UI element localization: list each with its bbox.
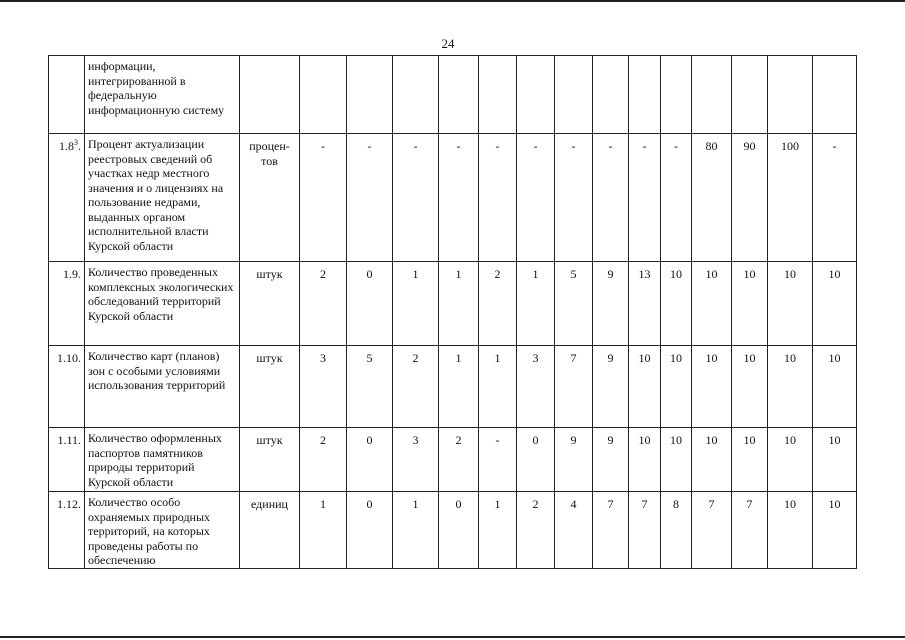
value-cell: 7 (593, 492, 629, 569)
value-cell: 7 (732, 492, 768, 569)
value-cell (768, 56, 813, 134)
value-cell: 10 (692, 428, 732, 492)
table-row (49, 428, 857, 492)
value-cell: 9 (593, 428, 629, 492)
row-index (49, 492, 85, 569)
value-cell: 5 (555, 262, 593, 346)
value-cell: 1 (479, 346, 517, 428)
value-cell: 10 (732, 346, 768, 428)
unit-of-measure: штук (240, 428, 300, 492)
value-cell: 2 (393, 346, 439, 428)
value-cell: 1 (439, 346, 479, 428)
value-cell: 7 (692, 492, 732, 569)
value-cell: 7 (555, 346, 593, 428)
value-cell (347, 56, 393, 134)
row-index-text: 1.12. (57, 497, 81, 511)
table-row (49, 492, 857, 569)
value-cell: - (629, 134, 661, 262)
value-cell (517, 56, 555, 134)
value-cell: 0 (347, 262, 393, 346)
value-cell: 80 (692, 134, 732, 262)
value-cell: 90 (732, 134, 768, 262)
scan-top-edge (0, 0, 905, 2)
indicator-name: Количество проведенных комплексных экологических обследований территорий Курской области (85, 262, 240, 346)
value-cell: - (517, 134, 555, 262)
value-cell: 1 (517, 262, 555, 346)
value-cell: 8 (661, 492, 692, 569)
value-cell: 10 (813, 428, 857, 492)
value-cell: 0 (517, 428, 555, 492)
value-cell: 9 (593, 262, 629, 346)
scan-bottom-edge (0, 636, 905, 638)
unit-of-measure (240, 56, 300, 134)
value-cell: - (593, 134, 629, 262)
value-cell: 0 (347, 428, 393, 492)
unit-of-measure: единиц (240, 492, 300, 569)
value-cell: 9 (555, 428, 593, 492)
value-cell: 3 (393, 428, 439, 492)
value-cell: 10 (629, 346, 661, 428)
value-cell: 10 (768, 346, 813, 428)
table-row (49, 56, 857, 134)
indicator-table (48, 55, 857, 569)
indicator-name: Количество особо охраняемых природных территорий, на которых проведены работы по обеспечению (85, 492, 240, 569)
value-cell: 1 (439, 262, 479, 346)
value-cell: 10 (732, 262, 768, 346)
value-cell: - (661, 134, 692, 262)
value-cell: 2 (300, 262, 347, 346)
row-index (49, 262, 85, 346)
row-index-text: 1.9. (63, 267, 81, 281)
value-cell: 10 (768, 262, 813, 346)
value-cell: - (439, 134, 479, 262)
value-cell: 4 (555, 492, 593, 569)
value-cell: - (300, 134, 347, 262)
value-cell: - (813, 134, 857, 262)
row-index (49, 346, 85, 428)
table-row (49, 262, 857, 346)
value-cell (300, 56, 347, 134)
row-index-text: 1.11. (57, 433, 81, 447)
value-cell (555, 56, 593, 134)
indicator-name: Количество оформленных паспортов памятников природы территорий Курской области (85, 428, 240, 492)
value-cell: 10 (661, 346, 692, 428)
unit-of-measure: штук (240, 346, 300, 428)
indicator-name: информации, интегрированной в федеральную информационную систему (85, 56, 240, 134)
value-cell (439, 56, 479, 134)
value-cell (813, 56, 857, 134)
row-index-superscript: 3 (74, 138, 78, 147)
value-cell: - (555, 134, 593, 262)
value-cell: 10 (661, 428, 692, 492)
row-index (49, 134, 85, 262)
value-cell: 10 (692, 346, 732, 428)
value-cell (629, 56, 661, 134)
value-cell: 100 (768, 134, 813, 262)
unit-of-measure: процен-тов (240, 134, 300, 262)
table-row (49, 346, 857, 428)
unit-of-measure: штук (240, 262, 300, 346)
value-cell (479, 56, 517, 134)
value-cell: 2 (517, 492, 555, 569)
value-cell: 1 (393, 262, 439, 346)
value-cell: 10 (692, 262, 732, 346)
value-cell: 10 (768, 428, 813, 492)
value-cell: 10 (732, 428, 768, 492)
value-cell: 10 (768, 492, 813, 569)
value-cell: - (479, 428, 517, 492)
table-row (49, 134, 857, 262)
value-cell: 3 (300, 346, 347, 428)
value-cell: 2 (479, 262, 517, 346)
value-cell (593, 56, 629, 134)
value-cell: 10 (813, 346, 857, 428)
value-cell: 7 (629, 492, 661, 569)
row-index-dot: . (78, 139, 81, 153)
value-cell: 10 (813, 492, 857, 569)
value-cell: - (479, 134, 517, 262)
value-cell: 10 (629, 428, 661, 492)
row-index (49, 56, 85, 134)
row-index-text: 1.10. (57, 351, 81, 365)
value-cell: - (393, 134, 439, 262)
value-cell: 10 (661, 262, 692, 346)
value-cell: 5 (347, 346, 393, 428)
value-cell: 13 (629, 262, 661, 346)
value-cell (661, 56, 692, 134)
value-cell: 2 (300, 428, 347, 492)
indicator-name: Процент актуализации реестровых сведений об участках недр местного значения и о лицензиях на пользование недрами, выданных органом исполнительной власти Курской области (85, 134, 240, 262)
value-cell: 9 (593, 346, 629, 428)
page-number: 24 (441, 36, 455, 51)
value-cell (732, 56, 768, 134)
value-cell: 10 (813, 262, 857, 346)
row-index (49, 428, 85, 492)
value-cell: 0 (347, 492, 393, 569)
value-cell: - (347, 134, 393, 262)
value-cell: 1 (300, 492, 347, 569)
value-cell: 0 (439, 492, 479, 569)
indicator-name: Количество карт (планов) зон с особыми условиями использования территорий (85, 346, 240, 428)
value-cell (393, 56, 439, 134)
value-cell: 1 (393, 492, 439, 569)
value-cell: 2 (439, 428, 479, 492)
value-cell (692, 56, 732, 134)
value-cell: 1 (479, 492, 517, 569)
value-cell: 3 (517, 346, 555, 428)
row-index-text: 1.8 (59, 139, 74, 153)
